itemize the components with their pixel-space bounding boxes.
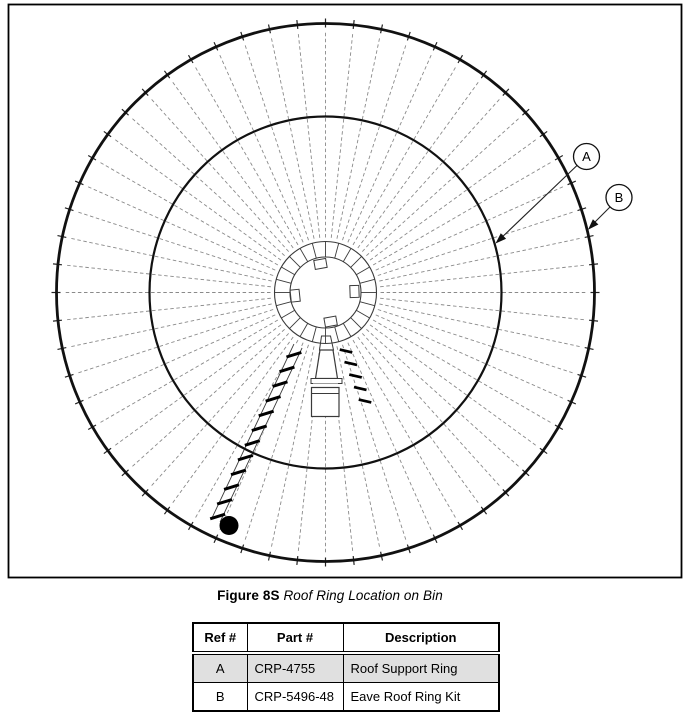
figure-caption-title: Roof Ring Location on Bin <box>283 588 443 603</box>
cell-part: CRP-5496-48 <box>247 683 343 712</box>
col-header-description: Description <box>343 623 499 653</box>
callout-a-leader <box>498 165 578 241</box>
callout-a <box>496 144 600 244</box>
cell-ref: B <box>193 683 247 712</box>
figure-caption <box>0 588 660 603</box>
cell-description: Eave Roof Ring Kit <box>343 683 499 712</box>
figure-caption-label: Figure 8S <box>217 588 280 603</box>
cell-ref: A <box>193 653 247 683</box>
callout-b <box>588 185 632 230</box>
parts-table-header-row <box>193 623 499 653</box>
col-header-part: Part # <box>247 623 343 653</box>
parts-table <box>192 622 500 712</box>
cell-part: CRP-4755 <box>247 653 343 683</box>
callout-a-label: A <box>582 149 591 164</box>
callout-b-label: B <box>614 190 624 205</box>
table-row-a <box>193 653 499 683</box>
col-header-ref: Ref # <box>193 623 247 653</box>
bin-roof-drawing <box>52 19 600 567</box>
cell-description: Roof Support Ring <box>343 653 499 683</box>
table-row-b <box>193 683 499 712</box>
